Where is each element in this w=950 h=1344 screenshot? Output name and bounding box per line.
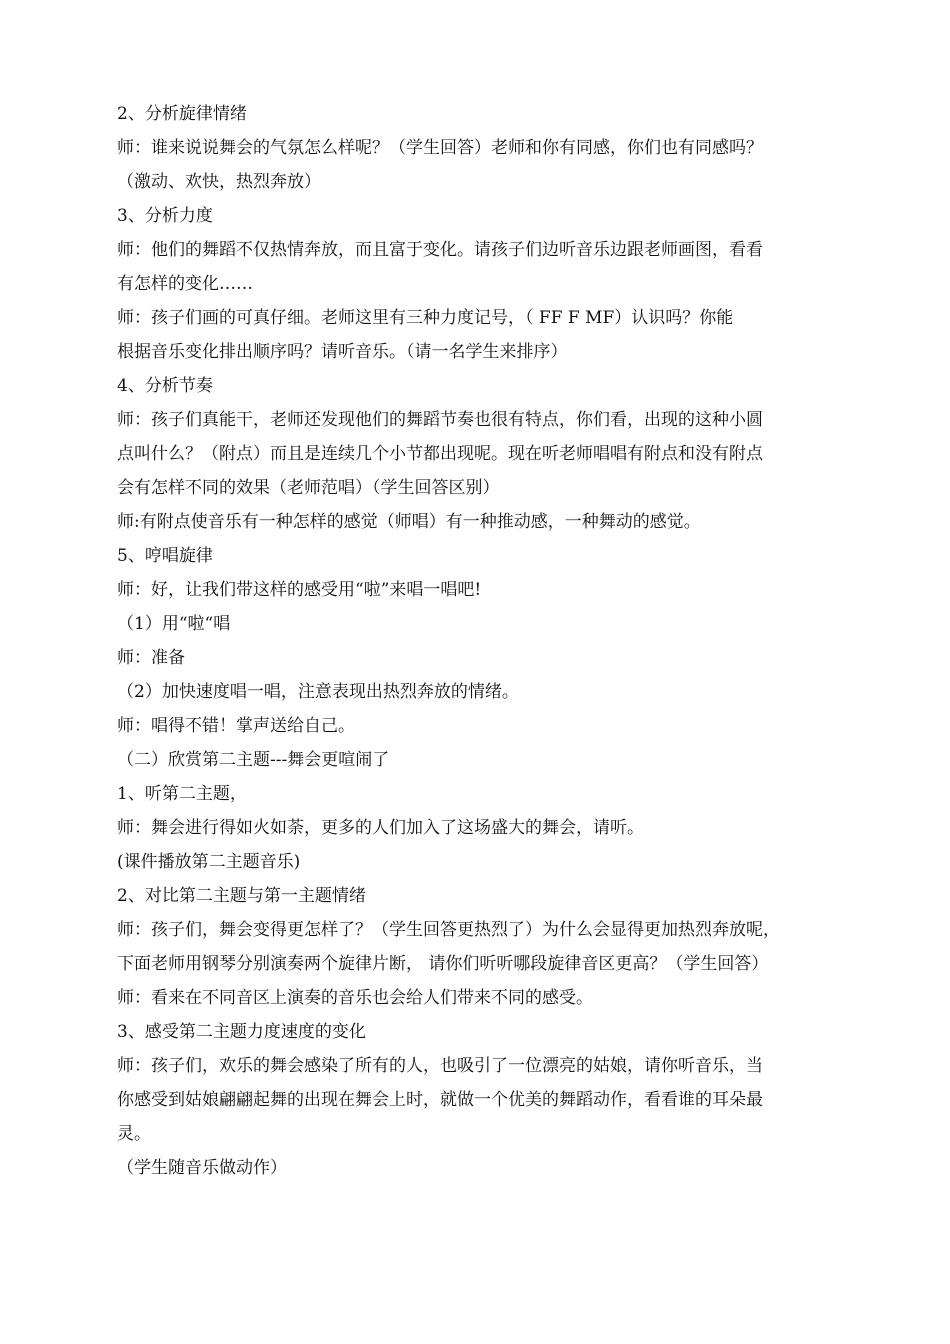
paragraph-line: （激动、欢快，热烈奔放） [117, 172, 321, 192]
paragraph-line: （1）用“啦“唱 [117, 614, 231, 634]
section-heading-second-theme: （二）欣赏第二主题---舞会更喧闹了 [117, 750, 390, 770]
document-body [117, 97, 847, 1185]
paragraph-line: 师：孩子们，欢乐的舞会感染了所有的人，也吸引了一位漂亮的姑娘，请你听音乐，当 [117, 1056, 763, 1076]
paragraph-line: 师:有附点使音乐有一种怎样的感觉（师唱）有一种推动感，一种舞动的感觉。 [117, 512, 701, 532]
heading-listen-second-theme: 1、听第二主题， [117, 784, 247, 804]
paragraph-line: 师：好，让我们带这样的感受用“啦”来唱一唱吧! [117, 580, 482, 600]
paragraph-line: 会有怎样不同的效果（老师范唱）（学生回答区别） [117, 478, 500, 498]
paragraph-line: （2）加快速度唱一唱，注意表现出热烈奔放的情绪。 [117, 682, 519, 702]
paragraph-line: 师：谁来说说舞会的气氛怎么样呢？（学生回答）老师和你有同感，你们也有同感吗？ [117, 138, 763, 158]
paragraph-line: 师：孩子们真能干，老师还发现他们的舞蹈节奏也很有特点，你们看，出现的这种小圆 [117, 410, 763, 430]
heading-analyze-dynamics: 3、分析力度 [117, 206, 213, 226]
paragraph-line: 根据音乐变化排出顺序吗？请听音乐。（请一名学生来排序） [117, 342, 568, 362]
heading-analyze-rhythm: 4、分析节奏 [117, 376, 213, 396]
paragraph-line: 下面老师用钢琴分别演奏两个旋律片断， 请你们听听哪段旋律音区更高？（学生回答） [117, 954, 769, 974]
paragraph-line: 师：唱得不错！掌声送给自己。 [117, 716, 355, 736]
paragraph-line: 师：准备 [117, 648, 185, 668]
paragraph-line: 师：孩子们，舞会变得更怎样了？（学生回答更热烈了）为什么会显得更加热烈奔放呢， [117, 920, 780, 940]
heading-hum-melody: 5、哼唱旋律 [117, 546, 213, 566]
paragraph-line: 师：看来在不同音区上演奏的音乐也会给人们带来不同的感受。 [117, 988, 593, 1008]
heading-compare-themes: 2、对比第二主题与第一主题情绪 [117, 886, 366, 906]
heading-analyze-melody-mood: 2、分析旋律情绪 [117, 104, 247, 124]
paragraph-line: (课件播放第二主题音乐) [117, 852, 301, 872]
heading-feel-dynamics-tempo: 3、感受第二主题力度速度的变化 [117, 1022, 366, 1042]
paragraph-line: （学生随音乐做动作） [117, 1158, 287, 1178]
paragraph-line: 点叫什么？（附点）而且是连续几个小节都出现呢。现在听老师唱唱有附点和没有附点 [117, 444, 763, 464]
paragraph-line: 师：舞会进行得如火如荼，更多的人们加入了这场盛大的舞会，请听。 [117, 818, 644, 838]
paragraph-line: 有怎样的变化…… [117, 274, 253, 294]
paragraph-line: 师：他们的舞蹈不仅热情奔放，而且富于变化。请孩子们边听音乐边跟老师画图，看看 [117, 240, 763, 260]
paragraph-line: 师：孩子们画的可真仔细。老师这里有三种力度记号，（ FF F MF）认识吗？你能 [117, 308, 734, 328]
paragraph-line: 你感受到姑娘翩翩起舞的出现在舞会上时，就做一个优美的舞蹈动作，看看谁的耳朵最 [117, 1090, 763, 1110]
paragraph-line: 灵。 [117, 1124, 151, 1144]
